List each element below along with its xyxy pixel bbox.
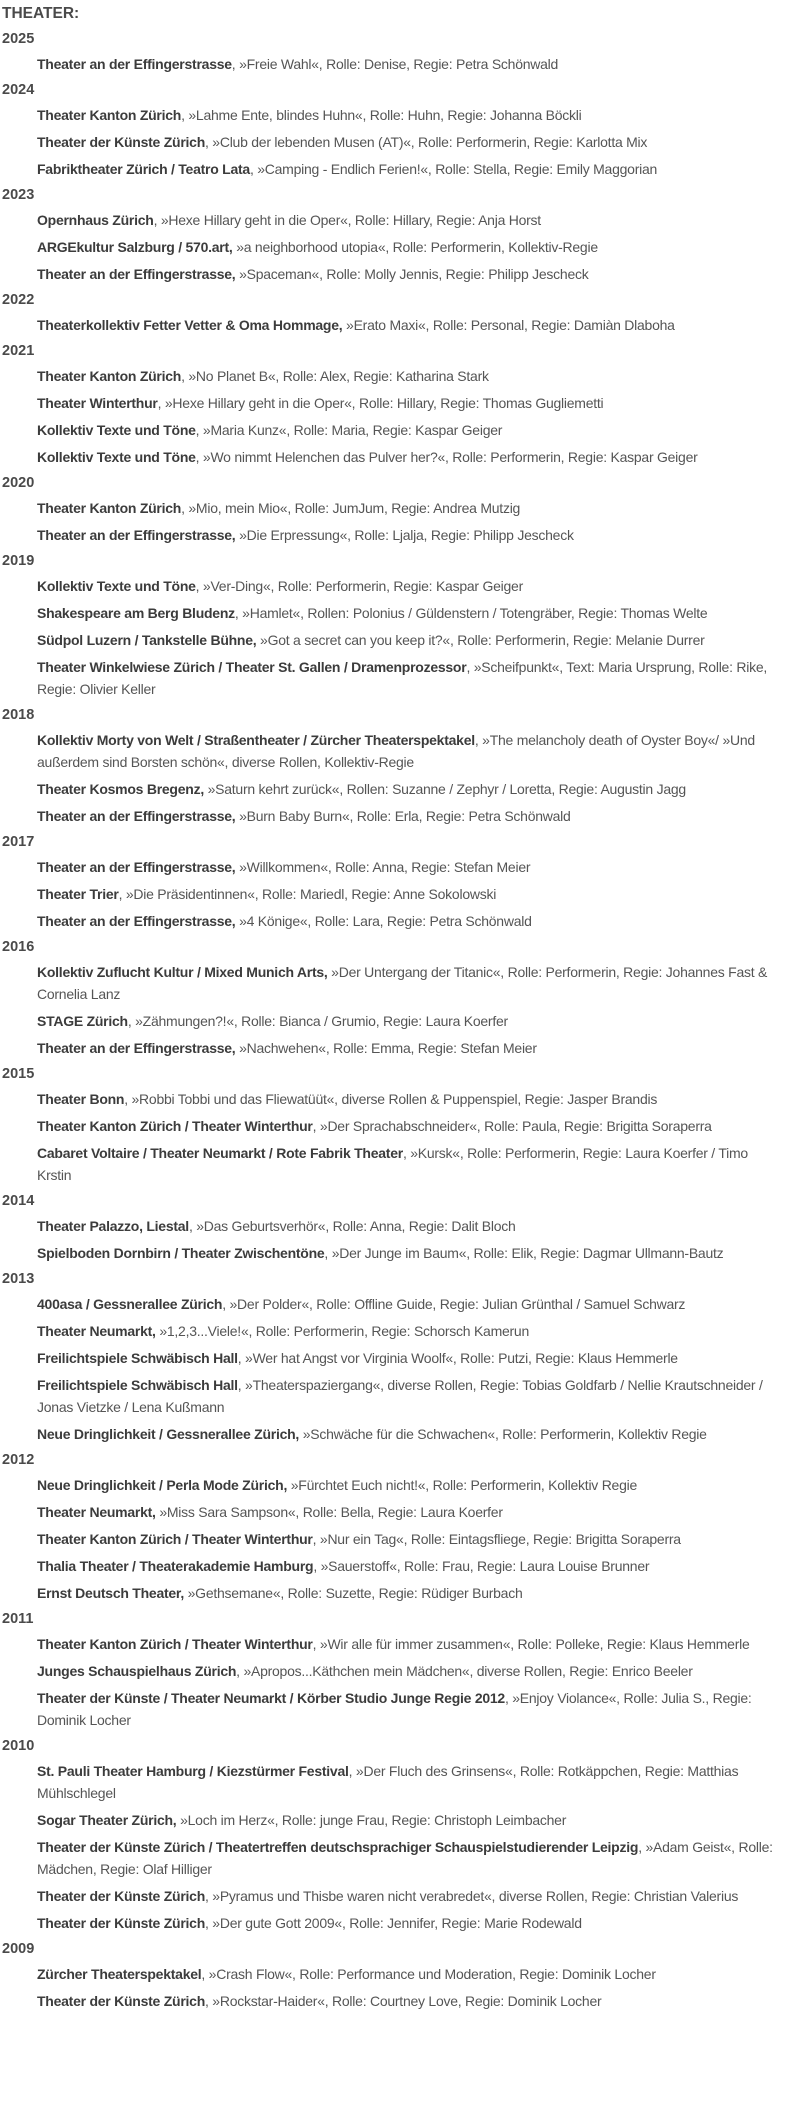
production-details: , »Der Fluch des Grinsens«, Rolle: Rotkäppchen, Regie: Matthias Mühlschlegel [37, 1763, 739, 1801]
production-details: »Schwäche für die Schwachen«, Rolle: Performerin, Kollektiv Regie [299, 1426, 707, 1442]
year-heading: 2013 [2, 1271, 35, 1287]
production-details: »Got a secret can you keep it?«, Rolle: Performerin, Regie: Melanie Durrer [256, 632, 705, 648]
production-details: , »Club der lebenden Musen (AT)«, Rolle: Performerin, Regie: Karlotta Mix [205, 134, 648, 150]
production-details: , »Wer hat Angst vor Virginia Woolf«, Rolle: Putzi, Regie: Klaus Hemmerle [237, 1350, 678, 1366]
venue-name: Theater an der Effingerstrasse, [37, 808, 236, 824]
venue-name: Thalia Theater / Theaterakademie Hamburg [37, 1558, 314, 1574]
year-heading: 2009 [2, 1941, 35, 1957]
production-details: , »Apropos...Käthchen mein Mädchen«, diverse Rollen, Regie: Enrico Beeler [236, 1663, 693, 1679]
year-heading: 2017 [2, 834, 35, 850]
section-heading: THEATER: [2, 5, 80, 22]
venue-name: Shakespeare am Berg Bludenz [37, 605, 235, 621]
venue-name: Theater an der Effingerstrasse, [37, 266, 236, 282]
production-entry [37, 1660, 798, 1682]
production-details: , »Wir alle für immer zusammen«, Rolle: Polleke, Regie: Klaus Hemmerle [312, 1636, 750, 1652]
venue-name: Theater an der Effingerstrasse, [37, 527, 236, 543]
production-details: »Nachwehen«, Rolle: Emma, Regie: Stefan Meier [235, 1040, 537, 1056]
year-group [2, 1939, 798, 2012]
production-entry [37, 1990, 798, 2012]
year-group [2, 29, 798, 75]
venue-name: Zürcher Theaterspektakel [37, 1966, 202, 1982]
venue-name: Kollektiv Texte und Töne [37, 422, 196, 438]
production-entry [37, 1501, 798, 1523]
venue-name: St. Pauli Theater Hamburg / Kiezstürmer Festival [37, 1763, 349, 1779]
production-details: , »Der Polder«, Rolle: Offline Guide, Regie: Julian Grünthal / Samuel Schwarz [222, 1296, 686, 1312]
production-details: , »Kursk«, Rolle: Performerin, Regie: Laura Koerfer / Timo Krstin [37, 1145, 748, 1183]
year-group [2, 1609, 798, 1731]
production-details: , »Sauerstoff«, Rolle: Frau, Regie: Laura Louise Brunner [313, 1558, 650, 1574]
production-entry [37, 602, 798, 624]
year-group [2, 705, 798, 827]
venue-name: Theater der Künste Zürich [37, 1993, 206, 2009]
venue-name: Theater Winterthur [37, 395, 158, 411]
year-group [2, 473, 798, 546]
production-details: »Willkommen«, Rolle: Anna, Regie: Stefan Meier [235, 859, 531, 875]
production-entry [37, 1963, 798, 1985]
production-details: »4 Könige«, Rolle: Lara, Regie: Petra Schönwald [235, 913, 532, 929]
venue-name: Theater Neumarkt, [37, 1504, 156, 1520]
production-details: , »Der Junge im Baum«, Rolle: Elik, Regie: Dagmar Ullmann-Bautz [324, 1245, 724, 1261]
venue-name: Fabriktheater Zürich / Teatro Lata [37, 161, 250, 177]
production-entry [37, 1912, 798, 1934]
production-details: , »Lahme Ente, blindes Huhn«, Rolle: Huhn, Regie: Johanna Böckli [181, 107, 582, 123]
production-details: , »Theaterspaziergang«, diverse Rollen, Regie: Tobias Goldfarb / Nellie Krautschneider / Jonas Vietzke / Lena Kußmann [37, 1377, 763, 1415]
theater-list [2, 29, 798, 2012]
venue-name: ARGEkultur Salzburg / 570.art, [37, 239, 233, 255]
venue-name: Theater Winkelwiese Zürich / Theater St. Gallen / Dramenprozessor [37, 659, 467, 675]
venue-name: Theater der Künste Zürich [37, 134, 206, 150]
year-group [2, 1450, 798, 1604]
production-entry [37, 1582, 798, 1604]
year-heading: 2015 [2, 1066, 35, 1082]
production-details: , »Maria Kunz«, Rolle: Maria, Regie: Kaspar Geiger [195, 422, 503, 438]
production-entry [37, 1320, 798, 1342]
venue-name: Theater Trier [37, 886, 119, 902]
production-details: , »Das Geburtsverhör«, Rolle: Anna, Regie: Dalit Bloch [188, 1218, 516, 1234]
venue-name: Südpol Luzern / Tankstelle Bühne, [37, 632, 257, 648]
year-group [2, 1064, 798, 1186]
production-entry [37, 1010, 798, 1032]
production-details: , »No Planet B«, Rolle: Alex, Regie: Katharina Stark [181, 368, 489, 384]
production-details: , »Adam Geist«, Rolle: Mädchen, Regie: Olaf Hilliger [37, 1839, 773, 1877]
production-entry [37, 1142, 798, 1186]
year-group [2, 80, 798, 180]
production-entry [37, 1885, 798, 1907]
production-entry [37, 236, 798, 258]
venue-name: 400asa / Gessnerallee Zürich [37, 1296, 223, 1312]
production-details: , »Pyramus und Thisbe waren nicht verabredet«, diverse Rollen, Regie: Christian Valerius [205, 1888, 739, 1904]
venue-name: Theater an der Effingerstrasse, [37, 913, 236, 929]
venue-name: Sogar Theater Zürich, [37, 1812, 177, 1828]
production-details: »Miss Sara Sampson«, Rolle: Bella, Regie: Laura Koerfer [155, 1504, 503, 1520]
venue-name: Theater der Künste Zürich / Theatertreffen deutschsprachiger Schauspielstudierender Leipzig [37, 1839, 639, 1855]
production-entry [37, 524, 798, 546]
venue-name: Ernst Deutsch Theater, [37, 1585, 184, 1601]
production-entry [37, 629, 798, 651]
production-details: »Der Untergang der Titanic«, Rolle: Performerin, Regie: Johannes Fast & Cornelia Lanz [37, 964, 768, 1002]
venue-name: Kollektiv Texte und Töne [37, 578, 196, 594]
venue-name: Theater der Künste / Theater Neumarkt / Körber Studio Junge Regie 2012 [37, 1690, 505, 1706]
production-entry [37, 158, 798, 180]
production-entry [37, 883, 798, 905]
production-entry [37, 1555, 798, 1577]
production-details: »1,2,3...Viele!«, Rolle: Performerin, Regie: Schorsch Kamerun [155, 1323, 530, 1339]
venue-name: Theater an der Effingerstrasse [37, 56, 232, 72]
production-entry [37, 856, 798, 878]
year-group [2, 341, 798, 468]
production-entry [37, 1374, 798, 1418]
production-details: , »Mio, mein Mio«, Rolle: JumJum, Regie: Andrea Mutzig [181, 500, 521, 516]
production-entry [37, 1088, 798, 1110]
production-entry [37, 1037, 798, 1059]
production-details: , »Ver-Ding«, Rolle: Performerin, Regie: Kaspar Geiger [195, 578, 523, 594]
production-entry [37, 961, 798, 1005]
production-entry [37, 1423, 798, 1445]
production-details: , »Crash Flow«, Rolle: Performance und Moderation, Regie: Dominik Locher [201, 1966, 656, 1982]
production-entry [37, 575, 798, 597]
venue-name: Theater an der Effingerstrasse, [37, 1040, 236, 1056]
production-details: , »Robbi Tobbi und das Fliewatüüt«, diverse Rollen & Puppenspiel, Regie: Jasper Brandis [124, 1091, 658, 1107]
production-entry [37, 1215, 798, 1237]
venue-name: Theater der Künste Zürich [37, 1915, 206, 1931]
year-heading: 2021 [2, 343, 35, 359]
production-entry [37, 263, 798, 285]
year-group [2, 185, 798, 285]
production-details: »Spaceman«, Rolle: Molly Jennis, Regie: Philipp Jescheck [235, 266, 589, 282]
venue-name: Freilichtspiele Schwäbisch Hall [37, 1350, 238, 1366]
production-details: , »Rockstar-Haider«, Rolle: Courtney Love, Regie: Dominik Locher [205, 1993, 602, 2009]
production-entry [37, 446, 798, 468]
production-details: , »The melancholy death of Oyster Boy«/ »Und außerdem sind Borsten schön«, diverse Rollen, Kollektiv-Regie [37, 732, 755, 770]
year-heading: 2020 [2, 475, 35, 491]
venue-name: Theater an der Effingerstrasse, [37, 859, 236, 875]
production-details: , »Hexe Hillary geht in die Oper«, Rolle: Hillary, Regie: Thomas Gugliemetti [157, 395, 604, 411]
venue-name: Theater Kanton Zürich [37, 500, 182, 516]
venue-name: Theater Kanton Zürich / Theater Winterthur [37, 1118, 313, 1134]
production-entry [37, 392, 798, 414]
venue-name: Kollektiv Texte und Töne [37, 449, 196, 465]
production-details: , »Enjoy Violance«, Rolle: Julia S., Regie: Dominik Locher [37, 1690, 752, 1728]
production-details: , »Hamlet«, Rollen: Polonius / Güldenstern / Totengräber, Regie: Thomas Welte [234, 605, 708, 621]
production-details: , »Wo nimmt Helenchen das Pulver her?«, Rolle: Performerin, Regie: Kaspar Geiger [195, 449, 698, 465]
production-details: »Fürchtet Euch nicht!«, Rolle: Performerin, Kollektiv Regie [287, 1477, 638, 1493]
production-entry [37, 1809, 798, 1831]
year-heading: 2010 [2, 1738, 35, 1754]
venue-name: Theater Kanton Zürich [37, 107, 182, 123]
year-group [2, 551, 798, 700]
venue-name: Cabaret Voltaire / Theater Neumarkt / Rote Fabrik Theater [37, 1145, 403, 1161]
venue-name: Theater Kanton Zürich / Theater Winterthur [37, 1636, 313, 1652]
production-entry [37, 729, 798, 773]
year-group [2, 290, 798, 336]
production-details: »Die Erpressung«, Rolle: Ljalja, Regie: Philipp Jescheck [235, 527, 574, 543]
year-heading: 2022 [2, 292, 35, 308]
venue-name: Theater Neumarkt, [37, 1323, 156, 1339]
production-entry [37, 1293, 798, 1315]
venue-name: Theaterkollektiv Fetter Vetter & Oma Hommage, [37, 317, 343, 333]
venue-name: Kollektiv Morty von Welt / Straßentheater / Zürcher Theaterspektakel [37, 732, 475, 748]
production-entry [37, 53, 798, 75]
year-group [2, 832, 798, 932]
year-group [2, 1269, 798, 1445]
year-heading: 2011 [2, 1611, 34, 1627]
production-entry [37, 365, 798, 387]
production-entry [37, 497, 798, 519]
venue-name: Junges Schauspielhaus Zürich [37, 1663, 237, 1679]
year-heading: 2014 [2, 1193, 35, 1209]
production-details: »a neighborhood utopia«, Rolle: Performerin, Kollektiv-Regie [232, 239, 598, 255]
production-entry [37, 1347, 798, 1369]
production-details: »Loch im Herz«, Rolle: junge Frau, Regie: Christoph Leimbacher [176, 1812, 567, 1828]
venue-name: Opernhaus Zürich [37, 212, 154, 228]
production-entry [37, 805, 798, 827]
production-details: , »Nur ein Tag«, Rolle: Eintagsfliege, Regie: Brigitta Soraperra [312, 1531, 681, 1547]
production-entry [37, 131, 798, 153]
production-details: , »Freie Wahl«, Rolle: Denise, Regie: Petra Schönwald [231, 56, 559, 72]
production-details: , »Der gute Gott 2009«, Rolle: Jennifer, Regie: Marie Rodewald [205, 1915, 582, 1931]
year-heading: 2016 [2, 939, 35, 955]
venue-name: Theater Palazzo, Liestal [37, 1218, 189, 1234]
venue-name: Neue Dringlichkeit / Perla Mode Zürich, [37, 1477, 288, 1493]
venue-name: Theater Kanton Zürich [37, 368, 182, 384]
venue-name: Kollektiv Zuflucht Kultur / Mixed Munich Arts, [37, 964, 328, 980]
year-heading: 2019 [2, 553, 35, 569]
venue-name: Theater der Künste Zürich [37, 1888, 206, 1904]
production-details: , »Hexe Hillary geht in die Oper«, Rolle: Hillary, Regie: Anja Horst [153, 212, 541, 228]
production-entry [37, 1633, 798, 1655]
production-entry [37, 656, 798, 700]
year-group [2, 1191, 798, 1264]
year-heading: 2025 [2, 31, 35, 47]
venue-name: STAGE Zürich [37, 1013, 128, 1029]
production-details: »Saturn kehrt zurück«, Rollen: Suzanne / Zephyr / Loretta, Regie: Augustin Jagg [203, 781, 686, 797]
year-heading: 2023 [2, 187, 35, 203]
production-details: , »Der Sprachabschneider«, Rolle: Paula, Regie: Brigitta Soraperra [312, 1118, 712, 1134]
production-entry [37, 314, 798, 336]
production-details: , »Zähmungen?!«, Rolle: Bianca / Grumio, Regie: Laura Koerfer [127, 1013, 508, 1029]
production-details: , »Scheifpunkt«, Text: Maria Ursprung, Rolle: Rike, Regie: Olivier Keller [37, 659, 768, 697]
production-entry [37, 1687, 798, 1731]
production-details: »Erato Maxi«, Rolle: Personal, Regie: Damiàn Dlaboha [342, 317, 675, 333]
venue-name: Spielboden Dornbirn / Theater Zwischentöne [37, 1245, 325, 1261]
production-details: , »Die Präsidentinnen«, Rolle: Mariedl, Regie: Anne Sokolowski [118, 886, 497, 902]
production-details: , »Camping - Endlich Ferien!«, Rolle: Stella, Regie: Emily Maggorian [249, 161, 658, 177]
production-entry [37, 1528, 798, 1550]
production-entry [37, 209, 798, 231]
venue-name: Freilichtspiele Schwäbisch Hall [37, 1377, 238, 1393]
venue-name: Theater Bonn [37, 1091, 125, 1107]
year-heading: 2018 [2, 707, 35, 723]
venue-name: Theater Kanton Zürich / Theater Winterthur [37, 1531, 313, 1547]
production-entry [37, 419, 798, 441]
year-heading: 2024 [2, 82, 35, 98]
production-entry [37, 1115, 798, 1137]
production-entry [37, 1760, 798, 1804]
production-entry [37, 1242, 798, 1264]
production-entry [37, 1474, 798, 1496]
production-details: »Gethsemane«, Rolle: Suzette, Regie: Rüdiger Burbach [184, 1585, 523, 1601]
year-group [2, 937, 798, 1059]
production-entry [37, 778, 798, 800]
venue-name: Neue Dringlichkeit / Gessnerallee Zürich, [37, 1426, 300, 1442]
production-entry [37, 910, 798, 932]
production-entry [37, 104, 798, 126]
year-heading: 2012 [2, 1452, 35, 1468]
production-entry [37, 1836, 798, 1880]
year-group [2, 1736, 798, 1934]
venue-name: Theater Kosmos Bregenz, [37, 781, 204, 797]
production-details: »Burn Baby Burn«, Rolle: Erla, Regie: Petra Schönwald [235, 808, 571, 824]
